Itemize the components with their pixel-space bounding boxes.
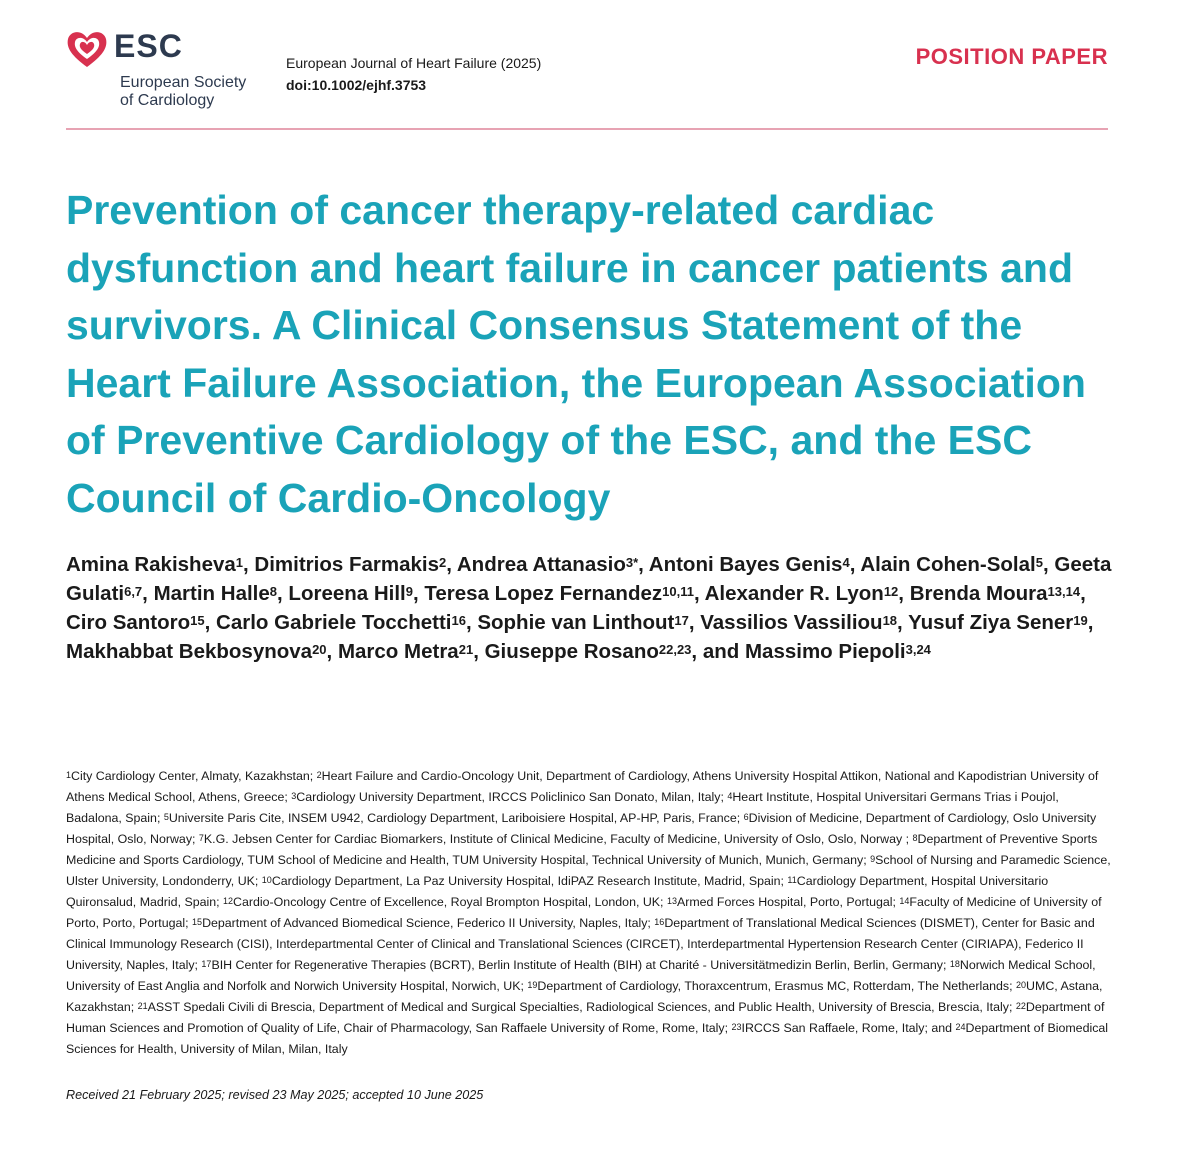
affiliation-text: Cardiology University Department, IRCCS Policlinico San Donato, Milan, Italy;	[296, 790, 728, 804]
affiliation-marker: 16	[654, 917, 665, 927]
affiliation-marker: 9	[870, 854, 876, 864]
affiliation-text: Faculty of Medicine of University of Porto, Porto, Portugal;	[66, 895, 1102, 930]
affiliation-marker: 15	[192, 917, 203, 927]
author-separator: ,	[446, 553, 457, 576]
affiliation-text: UMC, Astana, Kazakhstan;	[66, 979, 1103, 1014]
affiliation-text: Armed Forces Hospital, Porto, Portugal;	[676, 895, 900, 909]
affiliation-marker: 22	[1015, 1001, 1026, 1011]
affiliation-marker: 7	[198, 833, 204, 843]
affiliation-marker: 1	[66, 770, 72, 780]
affiliation-text: School of Nursing and Paramedic Science, Ulster University, Londonderry, UK;	[66, 853, 1111, 888]
author-affiliation-marker: 21	[458, 642, 474, 657]
author-affiliation-marker: 6,7	[124, 584, 143, 599]
author-name[interactable]: Andrea Attanasio	[456, 553, 626, 576]
author-affiliation-marker: 13,14	[1047, 584, 1081, 599]
affiliation-text: Division of Medicine, Department of Cardiology, Oslo University Hospital, Oslo, Norway;	[66, 811, 1097, 846]
author-separator: ,	[1042, 553, 1055, 576]
author-name[interactable]: Alain Cohen-Solal	[860, 553, 1036, 576]
affiliation-marker: 17	[201, 959, 212, 969]
affiliation-marker: 14	[899, 896, 910, 906]
author-affiliation-marker: 18	[882, 613, 898, 628]
author-name[interactable]: Marco Metra	[337, 640, 459, 663]
logo-name-line2: of Cardiology	[120, 92, 215, 109]
affiliation-text: Universite Paris Cite, INSEM U942, Cardiology Department, Lariboisiere Hospital, AP-HP, Paris, France;	[168, 811, 744, 825]
author-affiliation-marker: 5	[1035, 555, 1043, 570]
author-separator: ,	[638, 553, 649, 576]
heart-logo-icon	[64, 26, 110, 72]
author-affiliation-marker: 15	[190, 613, 205, 628]
author-name[interactable]: Martin Halle	[153, 582, 270, 605]
author-affiliation-marker: 12	[883, 584, 899, 599]
author-separator: ,	[413, 582, 425, 605]
author-separator: ,	[277, 582, 289, 605]
author-affiliation-marker: 3,24	[905, 642, 931, 657]
affiliation-marker: 8	[912, 833, 918, 843]
author-affiliation-marker: 20	[312, 642, 327, 657]
author-separator: ,	[849, 553, 861, 576]
affiliation-marker: 12	[223, 896, 234, 906]
affiliation-marker: 3	[291, 791, 297, 801]
logo-abbr: ESC	[114, 28, 183, 64]
affiliation-marker: 18	[949, 959, 960, 969]
author-affiliation-marker: 16	[451, 613, 466, 628]
author-name[interactable]: Carlo Gabriele Tocchetti	[216, 611, 452, 634]
author-name[interactable]: Massimo Piepoli	[744, 640, 906, 663]
journal-name: European Journal of Heart Failure (2025)	[286, 55, 542, 71]
author-name[interactable]: Vassilios Vassiliou	[700, 611, 883, 634]
author-name[interactable]: Makhabbat Bekbosynova	[66, 640, 313, 663]
logo-name-line1: European Society	[120, 74, 247, 91]
author-name[interactable]: Loreena Hill	[288, 582, 406, 605]
affiliation-marker: 10	[261, 875, 272, 885]
affiliation-text: City Cardiology Center, Almaty, Kazakhstan;	[71, 769, 317, 783]
author-separator: ,	[1080, 582, 1086, 605]
author-name[interactable]: Giuseppe Rosano	[484, 640, 659, 663]
affiliation-text: Cardio-Oncology Centre of Excellence, Royal Brompton Hospital, London, UK;	[233, 895, 667, 909]
author-affiliation-marker: 2	[439, 555, 447, 570]
affiliation-marker: 11	[787, 875, 797, 885]
author-affiliation-marker: 1	[235, 555, 244, 570]
affiliation-text: Cardiology Department, La Paz University Hospital, IdiPAZ Research Institute, Madrid, Spain;	[271, 874, 788, 888]
affiliation-text: IRCCS San Raffaele, Rome, Italy; and	[741, 1021, 956, 1035]
author-separator: , and	[691, 640, 745, 663]
esc-logo	[64, 26, 264, 114]
author-separator: ,	[898, 582, 910, 605]
received-dates: Received 21 February 2025; revised 23 May 2025; accepted 10 June 2025	[66, 1088, 484, 1102]
author-separator: ,	[897, 611, 909, 634]
affiliation-marker: 5	[163, 812, 169, 822]
affiliations	[66, 766, 1112, 1060]
author-name[interactable]: Antoni Bayes Genis	[648, 553, 843, 576]
author-name[interactable]: Ciro Santoro	[66, 611, 191, 634]
affiliation-marker: 24	[955, 1022, 966, 1032]
author-affiliation-marker: 4	[842, 555, 850, 570]
author-name[interactable]: Sophie van Linthout	[477, 611, 675, 634]
author-separator: ,	[243, 553, 255, 576]
author-affiliation-marker: 9	[405, 584, 413, 599]
affiliation-text: Heart Failure and Cardio-Oncology Unit, Department of Cardiology, Athens University Hospital Attikon, National and Kapodistrian University of Athens Medical School, Athens, Greece;	[66, 769, 1099, 804]
author-affiliation-marker: 17	[674, 613, 689, 628]
author-separator: ,	[693, 582, 705, 605]
author-separator: ,	[1087, 611, 1094, 634]
author-name[interactable]: Yusuf Ziya Sener	[908, 611, 1074, 634]
affiliation-text: Heart Institute, Hospital Universitari Germans Trias i Poujol, Badalona, Spain;	[66, 790, 1059, 825]
author-affiliation-marker: 8	[269, 584, 278, 599]
affiliation-text: Department of Biomedical Sciences for Health, University of Milan, Milan, Italy	[66, 1021, 1109, 1056]
author-name[interactable]: Brenda Moura	[909, 582, 1048, 605]
affiliation-marker: 20	[1016, 980, 1027, 990]
affiliation-text: Department of Advanced Biomedical Science, Federico II University, Naples, Italy;	[202, 916, 655, 930]
affiliation-text: Norwich Medical School, University of East Anglia and Norfolk and Norwich University Hospital, Norwich, UK;	[66, 958, 1096, 993]
journal-info	[286, 52, 541, 96]
author-list	[66, 550, 1126, 666]
journal-doi[interactable]: doi:10.1002/ejhf.3753	[286, 77, 427, 93]
author-separator: ,	[204, 611, 217, 634]
author-name[interactable]: Teresa Lopez Fernandez	[424, 582, 663, 605]
author-affiliation-marker: 19	[1073, 613, 1088, 628]
affiliation-text: Cardiology Department, Hospital Universitario Quironsalud, Madrid, Spain;	[66, 874, 1049, 909]
affiliation-marker: 21	[137, 1001, 148, 1011]
author-name[interactable]: Dimitrios Farmakis	[254, 553, 439, 576]
affiliation-marker: 6	[743, 812, 749, 822]
author-name[interactable]: Alexander R. Lyon	[704, 582, 884, 605]
affiliation-marker: 19	[527, 980, 538, 990]
affiliation-text: ASST Spedali Civili di Brescia, Department of Medical and Surgical Specialties, Radiological Sciences, and Public Health, University of Brescia, Brescia, Italy;	[147, 1000, 1016, 1014]
affiliation-marker: 4	[727, 791, 733, 801]
author-separator: ,	[142, 582, 154, 605]
affiliation-marker: 23	[731, 1022, 742, 1032]
author-separator: ,	[326, 640, 338, 663]
author-affiliation-marker: 10,11	[662, 584, 694, 599]
affiliation-text: Department of Cardiology, Thoraxcentrum, Erasmus MC, Rotterdam, The Netherlands;	[537, 979, 1017, 993]
paper-title: Prevention of cancer therapy-related cardiac dysfunction and heart failure in cancer patients and survivors. A Clinical Consensus Statement of the Heart Failure Association, the European Association of Preventive Cardiology of the ESC, and the ESC Council of Cardio-Oncology	[66, 187, 1086, 521]
affiliation-text: Department of Human Sciences and Promotion of Quality of Life, Chair of Pharmacology, San Raffaele University of Rome, Rome, Italy;	[66, 1000, 1105, 1035]
header-divider	[66, 128, 1108, 130]
affiliation-marker: 2	[316, 770, 322, 780]
logo-society-name	[120, 74, 246, 110]
author-name[interactable]: Geeta Gulati	[66, 553, 1112, 605]
affiliation-text: Department of Translational Medical Sciences (DISMET), Center for Basic and Clinical Immunology Research (CISI), Interdepartmental Center of Clinical and Translational Sciences (CIRCET), Interdepartmental Hypertension Research Center (CIRIAPA), Federico II University, Naples, Italy;	[66, 916, 1095, 972]
author-affiliation-marker: 3*	[625, 555, 639, 570]
author-separator: ,	[465, 611, 478, 634]
affiliation-text: BIH Center for Regenerative Therapies (BCRT), Berlin Institute of Health (BIH) at Charité - Universitätmedizin Berlin, Berlin, Germany;	[211, 958, 950, 972]
author-separator: ,	[688, 611, 701, 634]
author-affiliation-marker: 22,23	[658, 642, 692, 657]
paper-type-label: POSITION PAPER	[915, 44, 1108, 69]
author-separator: ,	[473, 640, 485, 663]
affiliation-text: Department of Preventive Sports Medicine and Sports Cardiology, TUM School of Medicine and Health, TUM University Hospital, Technical University of Munich, Munich, Germany;	[66, 832, 1098, 867]
affiliation-text: K.G. Jebsen Center for Cardiac Biomarkers, Institute of Clinical Medicine, Faculty of Medicine, University of Oslo, Oslo, Norway ;	[203, 832, 913, 846]
affiliation-marker: 13	[666, 896, 677, 906]
author-name[interactable]: Amina Rakisheva	[66, 553, 236, 576]
